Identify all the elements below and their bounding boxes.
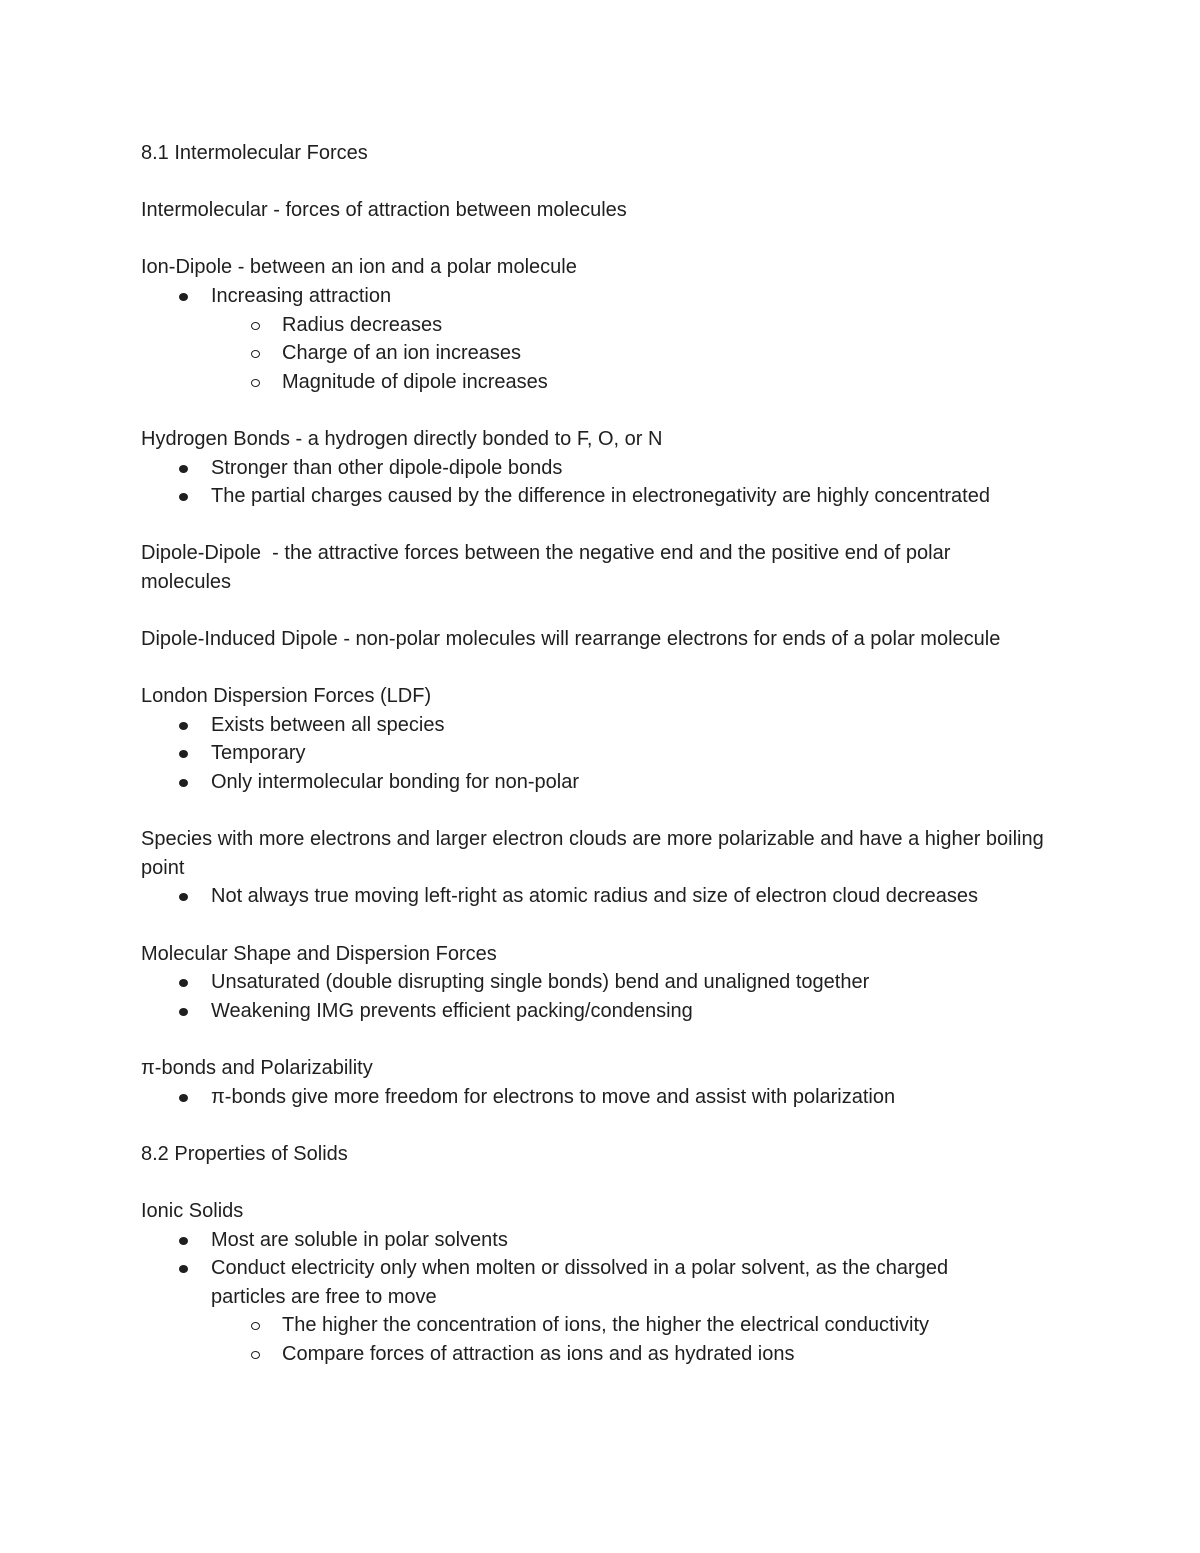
- bullet-circle-icon: [251, 350, 260, 358]
- bullet-disc-icon: [179, 979, 188, 987]
- list-item: [141, 882, 1061, 911]
- list-item-text: Unsaturated (double disrupting single bonds) bend and unaligned together: [211, 971, 870, 994]
- section-heading-8-2: 8.2 Properties of Solids: [141, 1142, 348, 1165]
- list-item-text: Only intermolecular bonding for non-polar: [211, 771, 579, 794]
- list-item-text: Increasing attraction: [211, 284, 392, 307]
- ion-dipole-list: [141, 282, 1061, 396]
- list-item-text: The higher the concentration of ions, the higher the electrical conductivity: [282, 1314, 930, 1337]
- list-item: [141, 1083, 1061, 1112]
- list-item: [141, 739, 1061, 768]
- spacer: [141, 797, 1061, 826]
- spacer: [141, 654, 1061, 683]
- list-item: [141, 1311, 1061, 1340]
- list-item-text: Compare forces of attraction as ions and as hydrated ions: [282, 1342, 795, 1365]
- ionic-solids-heading: Ionic Solids: [141, 1199, 244, 1222]
- species-list: [141, 882, 1061, 911]
- bullet-circle-icon: [251, 379, 260, 387]
- bullet-disc-icon: [179, 1265, 188, 1273]
- pi-bonds-list: [141, 1083, 1061, 1112]
- document-page: [141, 139, 1061, 1369]
- bullet-circle-icon: [251, 1322, 260, 1330]
- ldf-heading: London Dispersion Forces (LDF): [141, 685, 432, 708]
- list-item-text: Temporary: [211, 742, 306, 765]
- bullet-disc-icon: [179, 493, 188, 501]
- species-paragraph: Species with more electrons and larger electron clouds are more polarizable and have a higher boiling point: [141, 828, 1050, 879]
- list-item: [141, 282, 1061, 311]
- list-item: [141, 1340, 1061, 1369]
- molecular-shape-list: [141, 968, 1061, 1025]
- hydrogen-bonds-list: [141, 454, 1061, 511]
- spacer: [141, 1111, 1061, 1140]
- list-item-text: Weakening IMG prevents efficient packing/condensing: [211, 999, 693, 1022]
- molecular-shape-heading: Molecular Shape and Dispersion Forces: [141, 942, 497, 965]
- list-item-text: Stronger than other dipole-dipole bonds: [211, 456, 563, 479]
- intermolecular-definition: Intermolecular - forces of attraction between molecules: [141, 199, 627, 222]
- list-item: [141, 368, 1061, 397]
- dipole-dipole-paragraph: Dipole-Dipole - the attractive forces between the negative end and the positive end of polar molecules: [141, 542, 956, 593]
- ionic-solids-list: [141, 1226, 1061, 1369]
- list-item: [141, 454, 1061, 483]
- list-item: [141, 997, 1061, 1026]
- spacer: [141, 511, 1061, 540]
- list-item: [141, 482, 1061, 511]
- spacer: [141, 597, 1061, 626]
- spacer: [141, 911, 1061, 940]
- spacer: [141, 225, 1061, 254]
- bullet-circle-icon: [251, 322, 260, 330]
- bullet-circle-icon: [251, 1351, 260, 1359]
- bullet-disc-icon: [179, 779, 188, 787]
- spacer: [141, 168, 1061, 197]
- list-item: [141, 1254, 1011, 1311]
- ion-dipole-heading: Ion-Dipole - between an ion and a polar molecule: [141, 256, 577, 279]
- list-item-text: Exists between all species: [211, 713, 445, 736]
- hydrogen-bonds-heading: Hydrogen Bonds - a hydrogen directly bonded to F, O, or N: [141, 427, 663, 450]
- list-item: [141, 968, 1061, 997]
- list-item-text: The partial charges caused by the difference in electronegativity are highly concentrated: [211, 485, 990, 508]
- ldf-list: [141, 711, 1061, 797]
- list-item-text: Charge of an ion increases: [282, 342, 522, 365]
- pi-bonds-heading: π-bonds and Polarizability: [141, 1057, 373, 1079]
- spacer: [141, 1025, 1061, 1054]
- list-item: [141, 339, 1061, 368]
- bullet-disc-icon: [179, 1237, 188, 1245]
- bullet-disc-icon: [179, 722, 188, 730]
- list-item-text: π-bonds give more freedom for electrons to move and assist with polarization: [211, 1085, 896, 1108]
- list-item-text: Most are soluble in polar solvents: [211, 1228, 508, 1251]
- section-heading-8-1: 8.1 Intermolecular Forces: [141, 142, 368, 164]
- list-item-text: Radius decreases: [282, 313, 443, 336]
- bullet-disc-icon: [179, 893, 188, 901]
- bullet-disc-icon: [179, 465, 188, 473]
- spacer: [141, 396, 1061, 425]
- list-item-text: Not always true moving left-right as atomic radius and size of electron cloud decreases: [211, 885, 979, 908]
- list-item: [141, 311, 1061, 340]
- list-item: [141, 711, 1061, 740]
- dipole-induced-paragraph: Dipole-Induced Dipole - non-polar molecules will rearrange electrons for ends of a polar molecule: [141, 628, 1001, 651]
- list-item-text: Magnitude of dipole increases: [282, 370, 548, 393]
- bullet-disc-icon: [179, 1008, 188, 1016]
- spacer: [141, 1168, 1061, 1197]
- bullet-disc-icon: [179, 293, 188, 301]
- bullet-disc-icon: [179, 1094, 188, 1102]
- list-item-text: Conduct electricity only when molten or dissolved in a polar solvent, as the charged particles are free to move: [211, 1257, 949, 1308]
- list-item: [141, 1226, 1061, 1255]
- list-item: [141, 768, 1061, 797]
- bullet-disc-icon: [179, 750, 188, 758]
